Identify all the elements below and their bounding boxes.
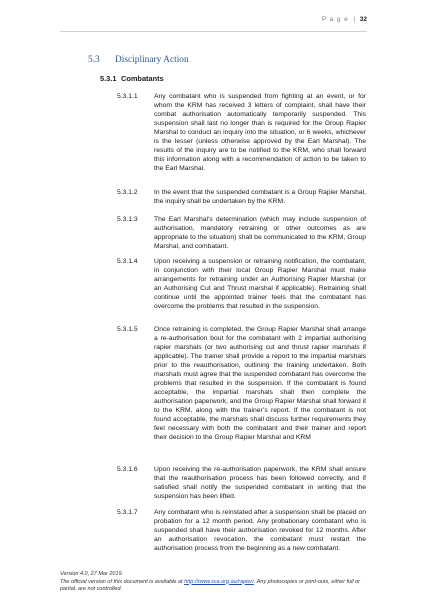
footer-url-link[interactable]: http://www.sca.org.au/rapier/ <box>184 578 254 585</box>
clause-text: Any combatant who is reinstated after a suspension shall be placed on probation for a 12 month period. Any probationary combatant who is suspended shall have their authorisation revoked for 12 months. After an authorisation revocation, the combatant must restart the authorisation process from the beginning as a new combatant. <box>154 509 366 552</box>
clause-text: The Earl Marshal’s determination (which may include suspension of authorisation, mandatory retraining or other outcomes as are appropriate to the situation) shall be communicated to the KRM, Group Marshal, and combatant. <box>154 216 366 250</box>
subsection-heading <box>100 74 164 83</box>
clause-text: Upon receiving the re-authorisation paperwork, the KRM shall ensure that the reauthorisation process has been followed correctly, and if satisfied shall notify the suspended combatant in writing that the suspension has been lifted. <box>154 466 366 500</box>
clause <box>117 215 366 251</box>
footer-notice <box>60 579 370 594</box>
header-rule <box>60 31 367 32</box>
subsection-title: Combatants <box>121 74 164 83</box>
page-separator: | <box>353 16 356 23</box>
section-number: 5.3 <box>88 55 100 65</box>
clause-number: 5.3.1.2 <box>117 189 138 196</box>
clause-number: 5.3.1.7 <box>117 509 138 516</box>
clause <box>117 465 366 501</box>
clause <box>117 92 366 173</box>
page-header <box>322 16 367 23</box>
footer-notice-suffix: . Any photocopies or print-outs, either full or partial, are not controlled. <box>60 578 361 592</box>
clause-number: 5.3.1.3 <box>117 216 138 223</box>
clause-text: Any combatant who is suspended from fighting at an event, or for whom the KRM has received 3 letters of complaint, shall have their combat authorisation automatically temporarily suspended. This suspension shall last no longer than is required for the Group Rapier Marshal to conduct an inquiry into the situation, or 6 weeks, whichever is the lesser (unless otherwise approved by the Earl Marshal). The results of the inquiry are to be notified to the KRM, who shall forward this information along with a recommendation of action to be taken to the Earl Marshal. <box>154 93 366 172</box>
clause <box>117 508 366 553</box>
clause-number: 5.3.1.5 <box>117 326 138 333</box>
section-title: Disciplinary Action <box>115 55 189 65</box>
footer-version: Version 4.0, 27 Mar 2019. <box>60 571 124 577</box>
section-heading <box>88 55 189 65</box>
clause-text: In the event that the suspended combatant is a Group Rapier Marshal, the inquiry shall be undertaken by the KRM. <box>154 189 366 205</box>
clause-text: Upon receiving a suspension or retraining notification, the combatant, in conjunction with their local Group Rapier Marshal must make arrangements for retraining under an Authorising Rapier Marshal (or an Authorising Cut and Thrust marshal if applicable). Retraining shall continue until the appointed trainer feels that the combatant has overcome the problems that resulted in the suspension. <box>154 258 366 310</box>
clause-number: 5.3.1.4 <box>117 258 138 265</box>
subsection-number: 5.3.1 <box>100 74 117 83</box>
page-number: 32 <box>359 16 367 23</box>
clause-text: Once retraining is completed, the Group Rapier Marshal shall arrange a re-authorisation bout for the combatant with 2 impartial authorising rapier marshals (or two authorising cut and thrust rapier marshals if applicable). The trainer shall provide a report to the impartial marshals prior to the reauthorisation, outlining the training undertaken. Both marshals must agree that the suspended combatant has overcome the problems that resulted in the suspension. If the combatant is found acceptable, the impartial marshals shall then complete the authorisation paperwork, and the Group Rapier Marshal shall forward it to the KRM, along with the trainer’s report. If the combatant is not found acceptable, the marshals shall discuss further requirements they feel necessary with both the combatant and their trainer and report their decision to the Group Rapier Marshal and KRM <box>154 326 366 441</box>
clause-number: 5.3.1.1 <box>117 93 138 100</box>
clause <box>117 188 366 206</box>
footer-notice-prefix: The official version of this document is available at <box>60 578 183 585</box>
footer <box>60 571 370 594</box>
page-label: P a g e <box>321 16 349 23</box>
clause <box>117 257 366 311</box>
clause-number: 5.3.1.6 <box>117 466 138 473</box>
clause <box>117 325 366 442</box>
